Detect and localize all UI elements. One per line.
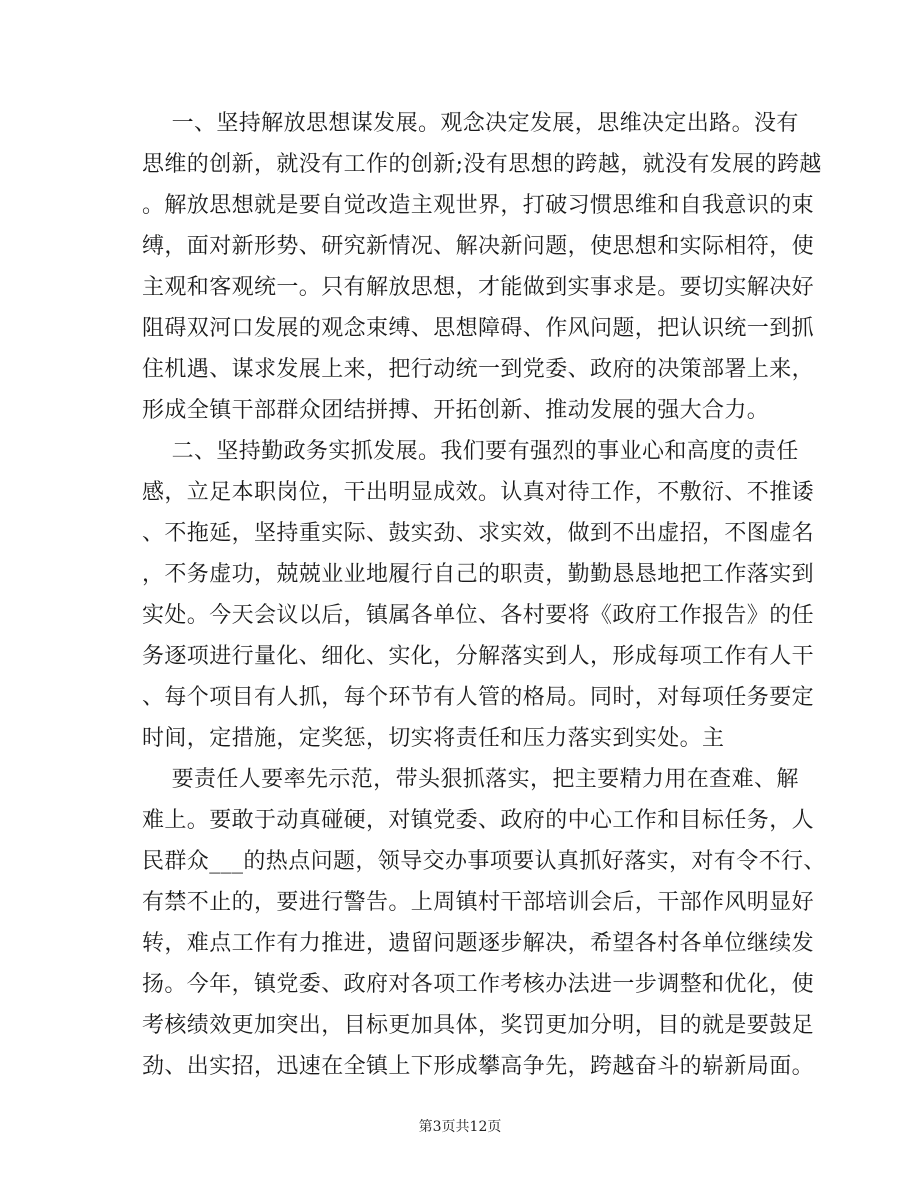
text-line: 劲、出实招，迅速在全镇上下形成攀高争先，跨越奋斗的崭新局面。 [142,1054,815,1079]
text-line: 缚，面对新形势、研究新情况、解决新问题，使思想和实际相符，使 [142,234,815,259]
page-number: 第3页共12页 [418,1119,502,1135]
text-line: 二、坚持勤政务实抓发展。我们要有强烈的事业心和高度的责任 [142,439,799,464]
text-line: 阻碍双河口发展的观念束缚、思想障碍、作风问题，把认识统一到抓 [142,316,815,341]
text-line: 主观和客观统一。只有解放思想，才能做到实事求是。要切实解决好 [142,275,815,300]
text-line: 难上。要敢于动真碰硬，对镇党委、政府的中心工作和目标任务，人 [142,808,815,833]
text-line: 转，难点工作有力推进，遗留问题逐步解决，希望各村各单位继续发 [142,931,815,956]
text-line: ，不务虚功，兢兢业业地履行自己的职责，勤勤恳恳地把工作落实到 [142,562,815,587]
text-line: 思维的创新，就没有工作的创新;没有思想的跨越，就没有发展的跨越 [142,152,822,177]
text-line: 感，立足本职岗位，干出明显成效。认真对待工作，不敷衍、不推诿 [142,480,815,505]
text-line: 要责任人要率先示范，带头狠抓落实，把主要精力用在查难、解 [142,767,799,792]
text-line: 实处。今天会议以后，镇属各单位、各村要将《政府工作报告》的任 [142,603,815,628]
text-line: 形成全镇干部群众团结拼搏、开拓创新、推动发展的强大合力。 [142,398,770,423]
text-line: 住机遇、谋求发展上来，把行动统一到党委、政府的决策部署上来， [142,357,815,382]
body-text [142,103,826,1087]
text-line: 有禁不止的，要进行警告。上周镇村干部培训会后，干部作风明显好 [142,890,815,915]
text-line: 民群众___的热点问题，领导交办事项要认真抓好落实，对有令不行、 [142,849,826,874]
text-line: 扬。今年，镇党委、政府对各项工作考核办法进一步调整和优化，使 [142,972,815,997]
text-line: 一、坚持解放思想谋发展。观念决定发展，思维决定出路。没有 [142,111,799,136]
text-line: 、每个项目有人抓，每个环节有人管的格局。同时，对每项任务要定 [142,685,815,710]
text-line: 考核绩效更加突出，目标更加具体，奖罚更加分明，目的就是要鼓足 [142,1013,815,1038]
text-line: 。解放思想就是要自觉改造主观世界，打破习惯思维和自我意识的束 [142,193,815,218]
text-line: 、不拖延，坚持重实际、鼓实劲、求实效，做到不出虚招，不图虚名 [142,521,815,546]
text-line: 时间，定措施，定奖惩，切实将责任和压力落实到实处。主 [142,726,725,751]
text-line: 务逐项进行量化、细化、实化，分解落实到人，形成每项工作有人干 [142,644,815,669]
